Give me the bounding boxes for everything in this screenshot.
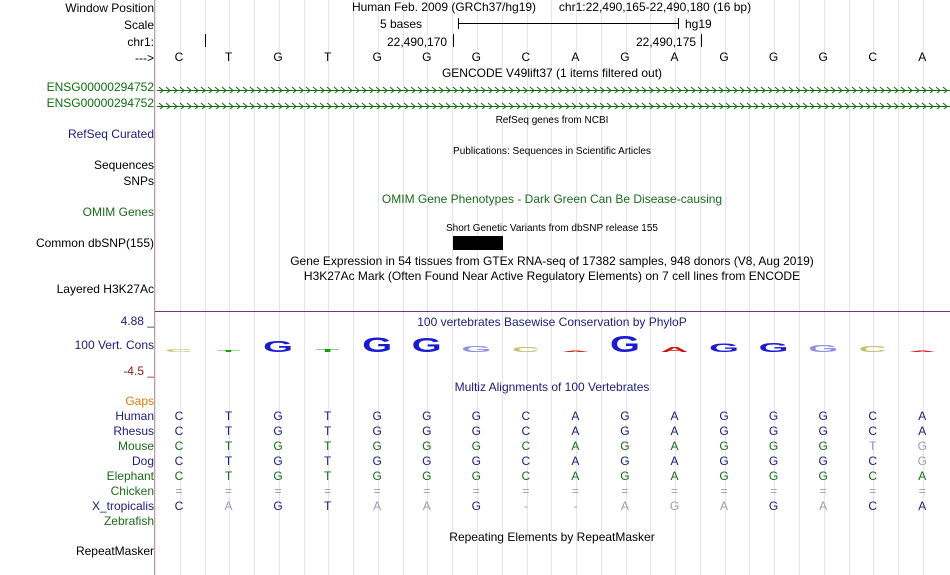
- cons-letter-9: G: [610, 330, 640, 358]
- align-base: A: [918, 499, 927, 513]
- gencode-item-label-2[interactable]: ENSG00000294752: [46, 96, 154, 110]
- align-base: =: [324, 484, 332, 498]
- align-base: =: [918, 484, 926, 498]
- scale-bar-tick-right: [678, 18, 679, 29]
- h3k27ac-track-label[interactable]: Layered H3K27Ac: [56, 282, 154, 296]
- align-base: T: [224, 469, 233, 483]
- align-base: -: [573, 499, 578, 513]
- align-base: =: [670, 484, 678, 498]
- align-base: G: [620, 469, 630, 483]
- gencode-track-title: GENCODE V49lift37 (1 items filtered out): [441, 66, 663, 80]
- snps-track-label[interactable]: SNPs: [123, 174, 154, 188]
- align-base: G: [372, 469, 382, 483]
- species-label-x_tropicalis[interactable]: X_tropicalis: [91, 499, 154, 513]
- align-base: T: [323, 454, 332, 468]
- species-label-chicken[interactable]: Chicken: [110, 484, 154, 498]
- base-11: G: [719, 50, 729, 64]
- omim-track-label[interactable]: OMIM Genes: [82, 205, 154, 219]
- cons-letter-10: A: [660, 345, 689, 354]
- align-base: T: [224, 409, 233, 423]
- align-base: G: [273, 499, 283, 513]
- align-base: C: [521, 469, 531, 483]
- align-base: T: [323, 439, 332, 453]
- window-position-label: Window Position: [65, 1, 154, 15]
- align-base: T: [323, 499, 332, 513]
- align-base: G: [273, 469, 283, 483]
- align-base: A: [373, 499, 382, 513]
- species-label-elephant[interactable]: Elephant: [106, 469, 154, 483]
- align-base: G: [620, 424, 630, 438]
- base-15: A: [918, 50, 927, 64]
- base-14: C: [868, 50, 878, 64]
- align-base: A: [819, 499, 828, 513]
- cons-track-title: 100 vertebrates Basewise Conservation by PhyloP: [417, 315, 687, 329]
- align-base: G: [620, 439, 630, 453]
- align-base: C: [174, 469, 184, 483]
- dbsnp-track-title: Short Genetic Variants from dbSNP release 155: [446, 223, 658, 234]
- multiz-track-title: Multiz Alignments of 100 Vertebrates: [454, 380, 650, 394]
- omim-track-title: OMIM Gene Phenotypes - Dark Green Can Be Disease-causing: [381, 192, 723, 206]
- species-label-mouse[interactable]: Mouse: [117, 439, 154, 453]
- align-base: G: [768, 409, 779, 423]
- align-base: =: [770, 484, 778, 498]
- strand-arrow-label: --->: [135, 51, 154, 65]
- align-base: G: [768, 499, 779, 513]
- scale-text: 5 bases: [380, 17, 423, 31]
- cons-letter-8: A: [561, 350, 590, 353]
- align-base: A: [720, 499, 729, 513]
- align-base: G: [372, 424, 382, 438]
- align-base: G: [273, 454, 283, 468]
- base-12: G: [768, 50, 779, 64]
- align-base: G: [768, 424, 779, 438]
- align-base: C: [868, 499, 878, 513]
- chrom-label: chr1:: [127, 35, 154, 49]
- align-base: =: [621, 484, 629, 498]
- refseq-track-label[interactable]: RefSeq Curated: [67, 127, 154, 141]
- align-base: G: [273, 409, 283, 423]
- cons-logo[interactable]: [155, 330, 950, 360]
- align-base: C: [174, 409, 184, 423]
- align-base: A: [422, 499, 431, 513]
- gencode-item-label-1[interactable]: ENSG00000294752: [46, 80, 154, 94]
- align-base: C: [174, 454, 184, 468]
- scale-db: hg19: [685, 17, 712, 31]
- align-base: G: [422, 469, 432, 483]
- cons-letter-11: G: [709, 341, 739, 355]
- align-base: C: [868, 409, 878, 423]
- align-base: T: [323, 409, 332, 423]
- align-base: =: [373, 484, 381, 498]
- cons-letter-2: G: [263, 337, 294, 356]
- publications-track-title: Publications: Sequences in Scientific Articles: [453, 146, 651, 157]
- align-base: T: [323, 469, 332, 483]
- cons-letter-3: T: [315, 348, 340, 353]
- align-base: C: [521, 409, 531, 423]
- align-base: G: [422, 424, 432, 438]
- label-divider: [154, 0, 155, 575]
- coord-label-1: 22,490,170: [387, 35, 448, 49]
- align-base: G: [818, 424, 828, 438]
- gencode-gene-feature-1[interactable]: [157, 84, 950, 93]
- coord-label-2: 22,490,175: [636, 35, 697, 49]
- align-base: G: [818, 409, 828, 423]
- align-base: G: [669, 499, 680, 513]
- gencode-gene-feature-2[interactable]: [157, 100, 950, 109]
- align-base: G: [719, 454, 729, 468]
- align-base: -: [523, 499, 528, 513]
- align-base: G: [372, 409, 382, 423]
- align-base: C: [174, 499, 184, 513]
- align-base: G: [422, 409, 432, 423]
- base-0: C: [174, 50, 184, 64]
- grid-line: [155, 0, 156, 575]
- align-base: A: [918, 424, 927, 438]
- cons-letter-13: G: [808, 343, 839, 355]
- h3k27ac-track-title: H3K27Ac Mark (Often Found Near Active Regulatory Elements) on 7 cell lines from ENCODE: [303, 269, 801, 283]
- species-label-zebrafish[interactable]: Zebrafish: [103, 514, 154, 528]
- align-base: C: [521, 424, 531, 438]
- align-base: G: [471, 424, 481, 438]
- align-base: =: [571, 484, 579, 498]
- cons-letter-1: T: [216, 349, 241, 353]
- cons-letter-0: C: [165, 348, 193, 353]
- base-6: G: [471, 50, 481, 64]
- cons-letter-6: G: [461, 344, 492, 354]
- align-base: G: [818, 454, 828, 468]
- dbsnp-track-label[interactable]: Common dbSNP(155): [35, 236, 154, 250]
- align-base: =: [175, 484, 183, 498]
- align-base: A: [670, 439, 679, 453]
- align-base: T: [224, 439, 233, 453]
- species-label-human[interactable]: Human: [115, 409, 154, 423]
- cons-top-line: [155, 311, 950, 312]
- cons-letter-7: C: [511, 345, 540, 354]
- ruler-tick: [205, 34, 206, 47]
- align-base: T: [323, 424, 332, 438]
- base-10: A: [670, 50, 679, 64]
- align-base: A: [571, 409, 580, 423]
- base-8: A: [571, 50, 580, 64]
- species-label-rhesus[interactable]: Rhesus: [113, 424, 154, 438]
- align-base: A: [918, 409, 927, 423]
- align-base: =: [522, 484, 530, 498]
- align-base: C: [174, 439, 184, 453]
- align-base: C: [868, 469, 878, 483]
- position-title: chr1:22,490,165-22,490,180 (16 bp): [558, 0, 752, 14]
- repeatmasker-track-label[interactable]: RepeatMasker: [75, 544, 154, 558]
- align-base: T: [869, 439, 877, 453]
- align-base: G: [273, 439, 283, 453]
- align-base: C: [174, 424, 184, 438]
- base-2: G: [273, 50, 283, 64]
- align-base: G: [768, 454, 779, 468]
- align-base: G: [917, 454, 927, 468]
- align-base: A: [571, 469, 580, 483]
- align-base: =: [869, 484, 877, 498]
- ruler-tick: [453, 34, 454, 47]
- scale-bar: [458, 23, 678, 24]
- align-base: G: [471, 439, 481, 453]
- align-base: G: [719, 439, 729, 453]
- align-base: A: [571, 424, 580, 438]
- align-base: G: [372, 439, 382, 453]
- base-4: G: [372, 50, 382, 64]
- align-base: =: [274, 484, 282, 498]
- align-base: A: [571, 454, 580, 468]
- cons-letter-12: G: [758, 340, 789, 356]
- scale-label: Scale: [123, 18, 154, 32]
- align-base: G: [471, 409, 481, 423]
- align-base: G: [471, 499, 481, 513]
- cons-letter-15: A: [908, 350, 937, 353]
- align-base: T: [224, 454, 233, 468]
- align-base: C: [521, 454, 531, 468]
- align-base: C: [868, 454, 878, 468]
- align-base: G: [273, 424, 283, 438]
- dbsnp-variant-feature[interactable]: [453, 236, 503, 250]
- align-base: G: [768, 439, 779, 453]
- cons-letter-5: G: [411, 334, 442, 357]
- base-9: G: [620, 50, 630, 64]
- align-base: G: [471, 454, 481, 468]
- align-base: G: [719, 409, 729, 423]
- base-13: G: [818, 50, 828, 64]
- align-base: G: [471, 469, 481, 483]
- align-base: =: [472, 484, 480, 498]
- align-base: G: [768, 469, 779, 483]
- align-base: =: [423, 484, 431, 498]
- cons-letter-4: G: [362, 332, 393, 357]
- repeatmasker-track-title: Repeating Elements by RepeatMasker: [449, 530, 655, 544]
- scale-bar-tick-left: [458, 18, 459, 29]
- align-base: G: [422, 454, 432, 468]
- refseq-track-title: RefSeq genes from NCBI: [495, 115, 609, 126]
- cons-track-label[interactable]: 100 Vert. Cons: [74, 338, 154, 352]
- cons-ymin-label: -4.5 _: [123, 364, 154, 378]
- align-base: A: [571, 439, 580, 453]
- align-base: T: [224, 424, 233, 438]
- align-base: =: [720, 484, 728, 498]
- align-base: G: [620, 454, 630, 468]
- species-label-dog[interactable]: Dog: [131, 454, 154, 468]
- assembly-title: Human Feb. 2009 (GRCh37/hg19): [351, 0, 537, 14]
- align-base: G: [917, 439, 927, 453]
- base-1: T: [224, 50, 233, 64]
- align-base: A: [670, 409, 679, 423]
- align-base: A: [918, 469, 927, 483]
- align-base: =: [819, 484, 827, 498]
- align-base: G: [719, 469, 729, 483]
- align-base: G: [422, 439, 432, 453]
- species-label-gaps[interactable]: Gaps: [125, 394, 154, 408]
- cons-letter-14: C: [858, 344, 887, 354]
- base-7: C: [521, 50, 531, 64]
- gtex-track-title: Gene Expression in 54 tissues from GTEx RNA-seq of 17382 samples, 948 donors (V8, Aug 2019): [290, 254, 814, 268]
- publications-track-label[interactable]: Sequences: [93, 158, 154, 172]
- align-base: C: [521, 439, 531, 453]
- align-base: G: [620, 409, 630, 423]
- align-base: A: [670, 424, 679, 438]
- align-base: A: [670, 454, 679, 468]
- align-base: C: [868, 424, 878, 438]
- ruler-tick: [701, 34, 702, 47]
- base-3: T: [323, 50, 332, 64]
- align-base: A: [620, 499, 629, 513]
- align-base: G: [818, 469, 828, 483]
- base-5: G: [422, 50, 432, 64]
- align-base: A: [670, 469, 679, 483]
- align-base: =: [225, 484, 233, 498]
- align-base: G: [372, 454, 382, 468]
- align-base: G: [719, 424, 729, 438]
- align-base: G: [818, 439, 828, 453]
- cons-ymax-label: 4.88 _: [120, 314, 154, 328]
- align-base: A: [224, 499, 233, 513]
